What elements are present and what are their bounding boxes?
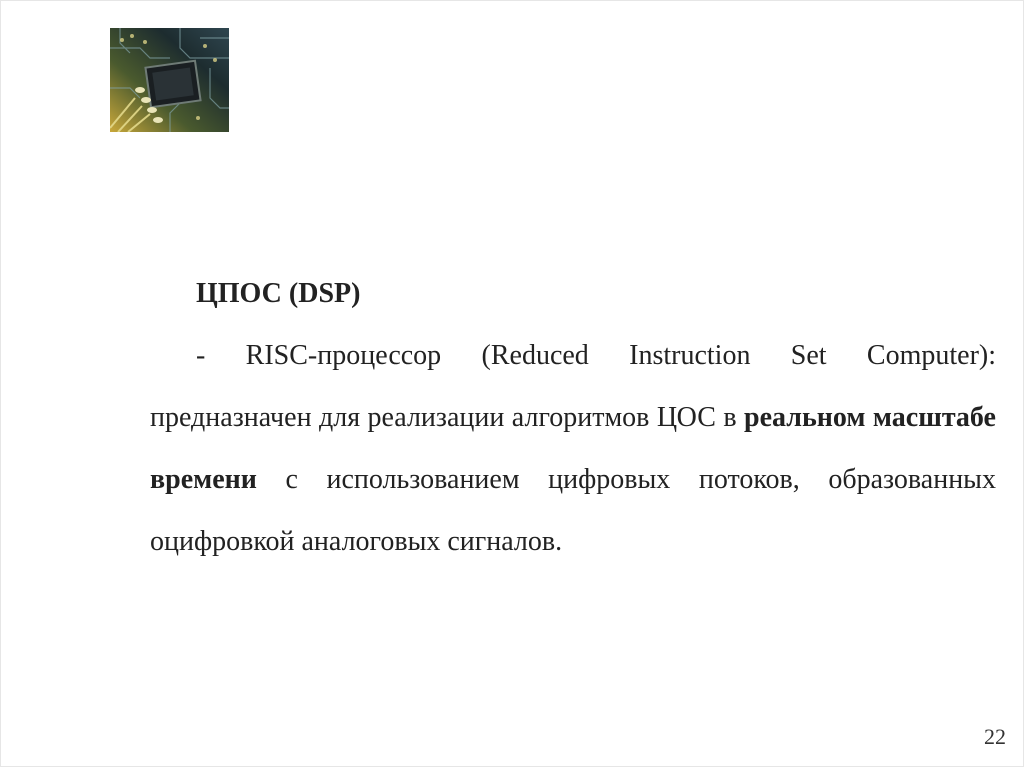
slide-body [150, 263, 996, 573]
body-lead-text: - RISC-процессор (Reduced Instruction Set Computer): предназначен для реализации алгоритмов ЦОС в [150, 340, 996, 433]
body-emphasis-text: реальном масштабе времени [150, 402, 996, 495]
page-number: 22 [984, 724, 1006, 749]
body-tail-text: с использованием цифровых потоков, образованных оцифровкой аналоговых сигналов. [150, 464, 996, 557]
body-paragraph [150, 325, 996, 573]
circuit-chip-icon [110, 28, 229, 132]
slide-heading: ЦПОС (DSP) [196, 278, 361, 309]
